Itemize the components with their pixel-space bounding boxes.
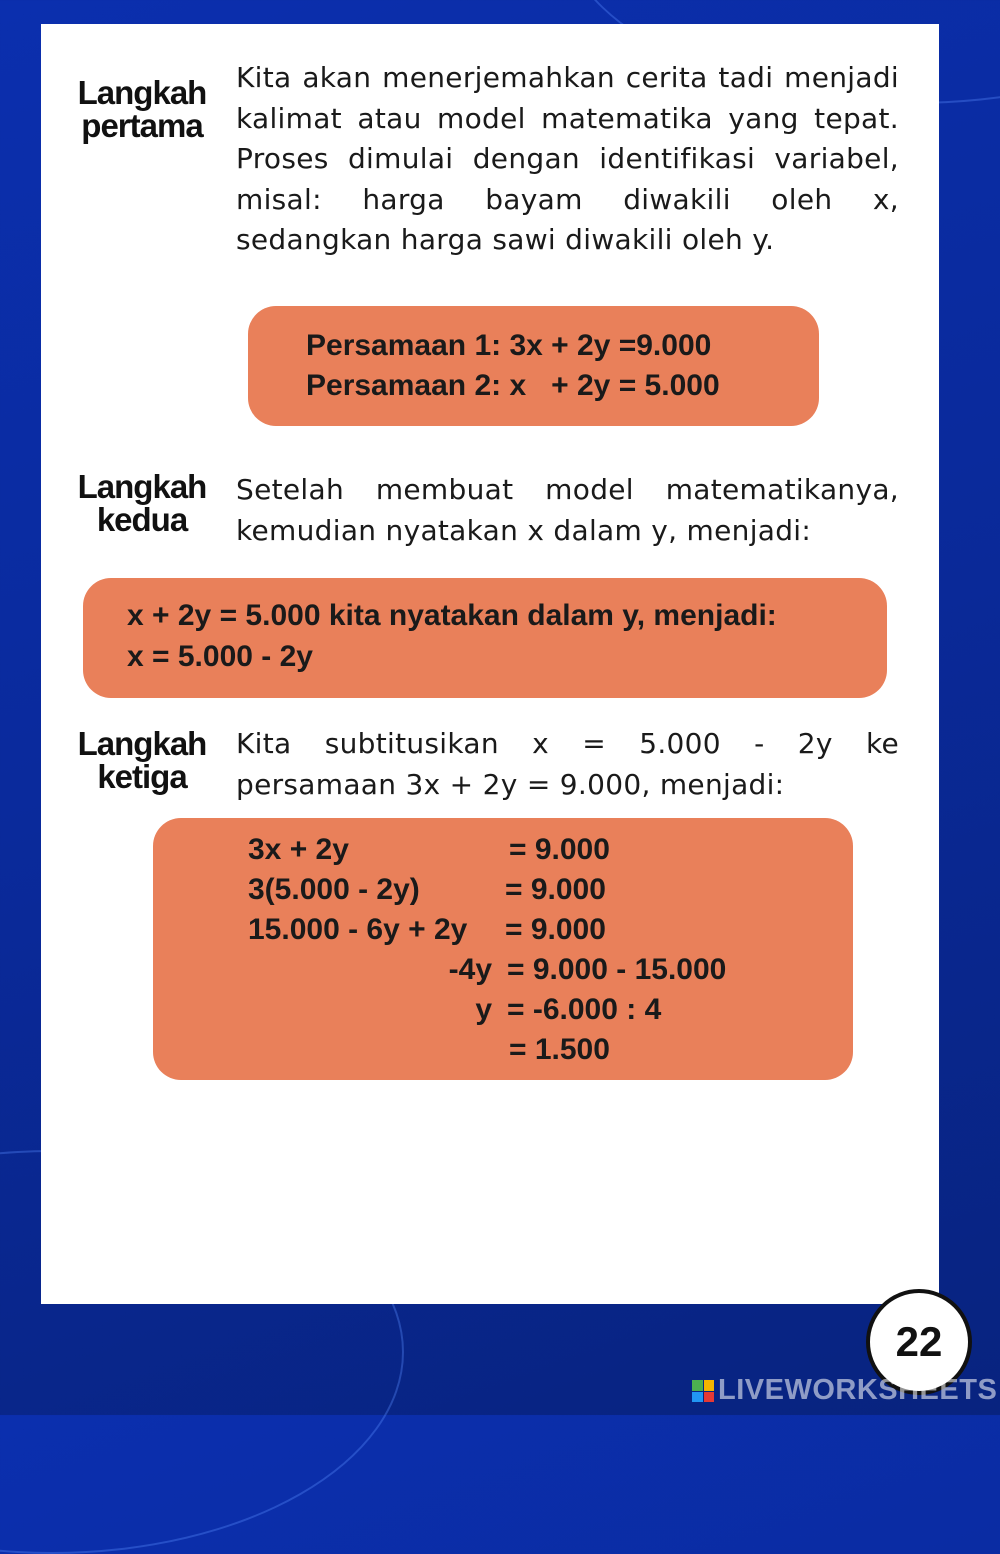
solution-row bbox=[153, 1030, 853, 1070]
step2-equation-1: x + 2y = 5.000 kita nyatakan dalam y, menjadi: bbox=[127, 599, 777, 632]
solution-lhs: 3(5.000 - 2y) bbox=[248, 873, 420, 906]
watermark: LIVEWORKSHEETS bbox=[718, 1374, 998, 1406]
solution-rhs: = 9.000 bbox=[509, 833, 610, 866]
step2-label-line2: kedua bbox=[96, 501, 188, 538]
step1-label-line1: Langkah bbox=[77, 74, 207, 111]
step1-label-line2: pertama bbox=[81, 107, 203, 144]
solution-lhs: -4y bbox=[448, 953, 492, 986]
step3-label bbox=[67, 727, 217, 793]
solution-rhs: = 9.000 - 15.000 bbox=[507, 953, 727, 986]
solution-row bbox=[153, 950, 853, 990]
worksheet-page bbox=[41, 24, 939, 1304]
step1-equation-2: Persamaan 2: x + 2y = 5.000 bbox=[306, 369, 720, 402]
step3-label-line1: Langkah bbox=[77, 725, 207, 762]
solution-row bbox=[153, 910, 853, 950]
step2-label bbox=[67, 470, 217, 536]
step3-text: Kita subtitusikan x = 5.000 - 2y ke persamaan 3x + 2y = 9.000, menjadi: bbox=[236, 727, 899, 801]
step1-equation-box bbox=[248, 306, 819, 426]
step3-solution-box bbox=[153, 818, 853, 1080]
solution-row bbox=[153, 990, 853, 1030]
solution-rhs: = -6.000 : 4 bbox=[507, 993, 662, 1026]
step1-label bbox=[67, 76, 217, 142]
solution-lhs: 3x + 2y bbox=[248, 833, 349, 866]
step2-equation-box bbox=[83, 578, 887, 698]
solution-row bbox=[153, 830, 853, 870]
step2-equation-2: x = 5.000 - 2y bbox=[127, 640, 313, 673]
solution-rhs: = 9.000 bbox=[505, 913, 606, 946]
step2-label-line1: Langkah bbox=[77, 468, 207, 505]
step2-text: Setelah membuat model matematikanya, kemudian nyatakan x dalam y, menjadi: bbox=[236, 473, 899, 547]
solution-rhs: = 1.500 bbox=[509, 1033, 610, 1066]
solution-rhs: = 9.000 bbox=[505, 873, 606, 906]
solution-lhs: 15.000 - 6y + 2y bbox=[248, 913, 468, 946]
liveworksheets-logo-icon bbox=[692, 1380, 714, 1402]
step3-label-line2: ketiga bbox=[97, 758, 187, 795]
page-number: 22 bbox=[866, 1289, 972, 1395]
step1-text: Kita akan menerjemahkan cerita tadi menjadi kalimat atau model matematika yang tepat. Proses dimulai dengan identifikasi variabel, misal: harga bayam diwakili oleh x, sedangkan harga sawi diwakili oleh y. bbox=[236, 61, 899, 256]
solution-lhs: y bbox=[475, 993, 492, 1026]
solution-row bbox=[153, 870, 853, 910]
step1-equation-1: Persamaan 1: 3x + 2y =9.000 bbox=[306, 329, 712, 362]
